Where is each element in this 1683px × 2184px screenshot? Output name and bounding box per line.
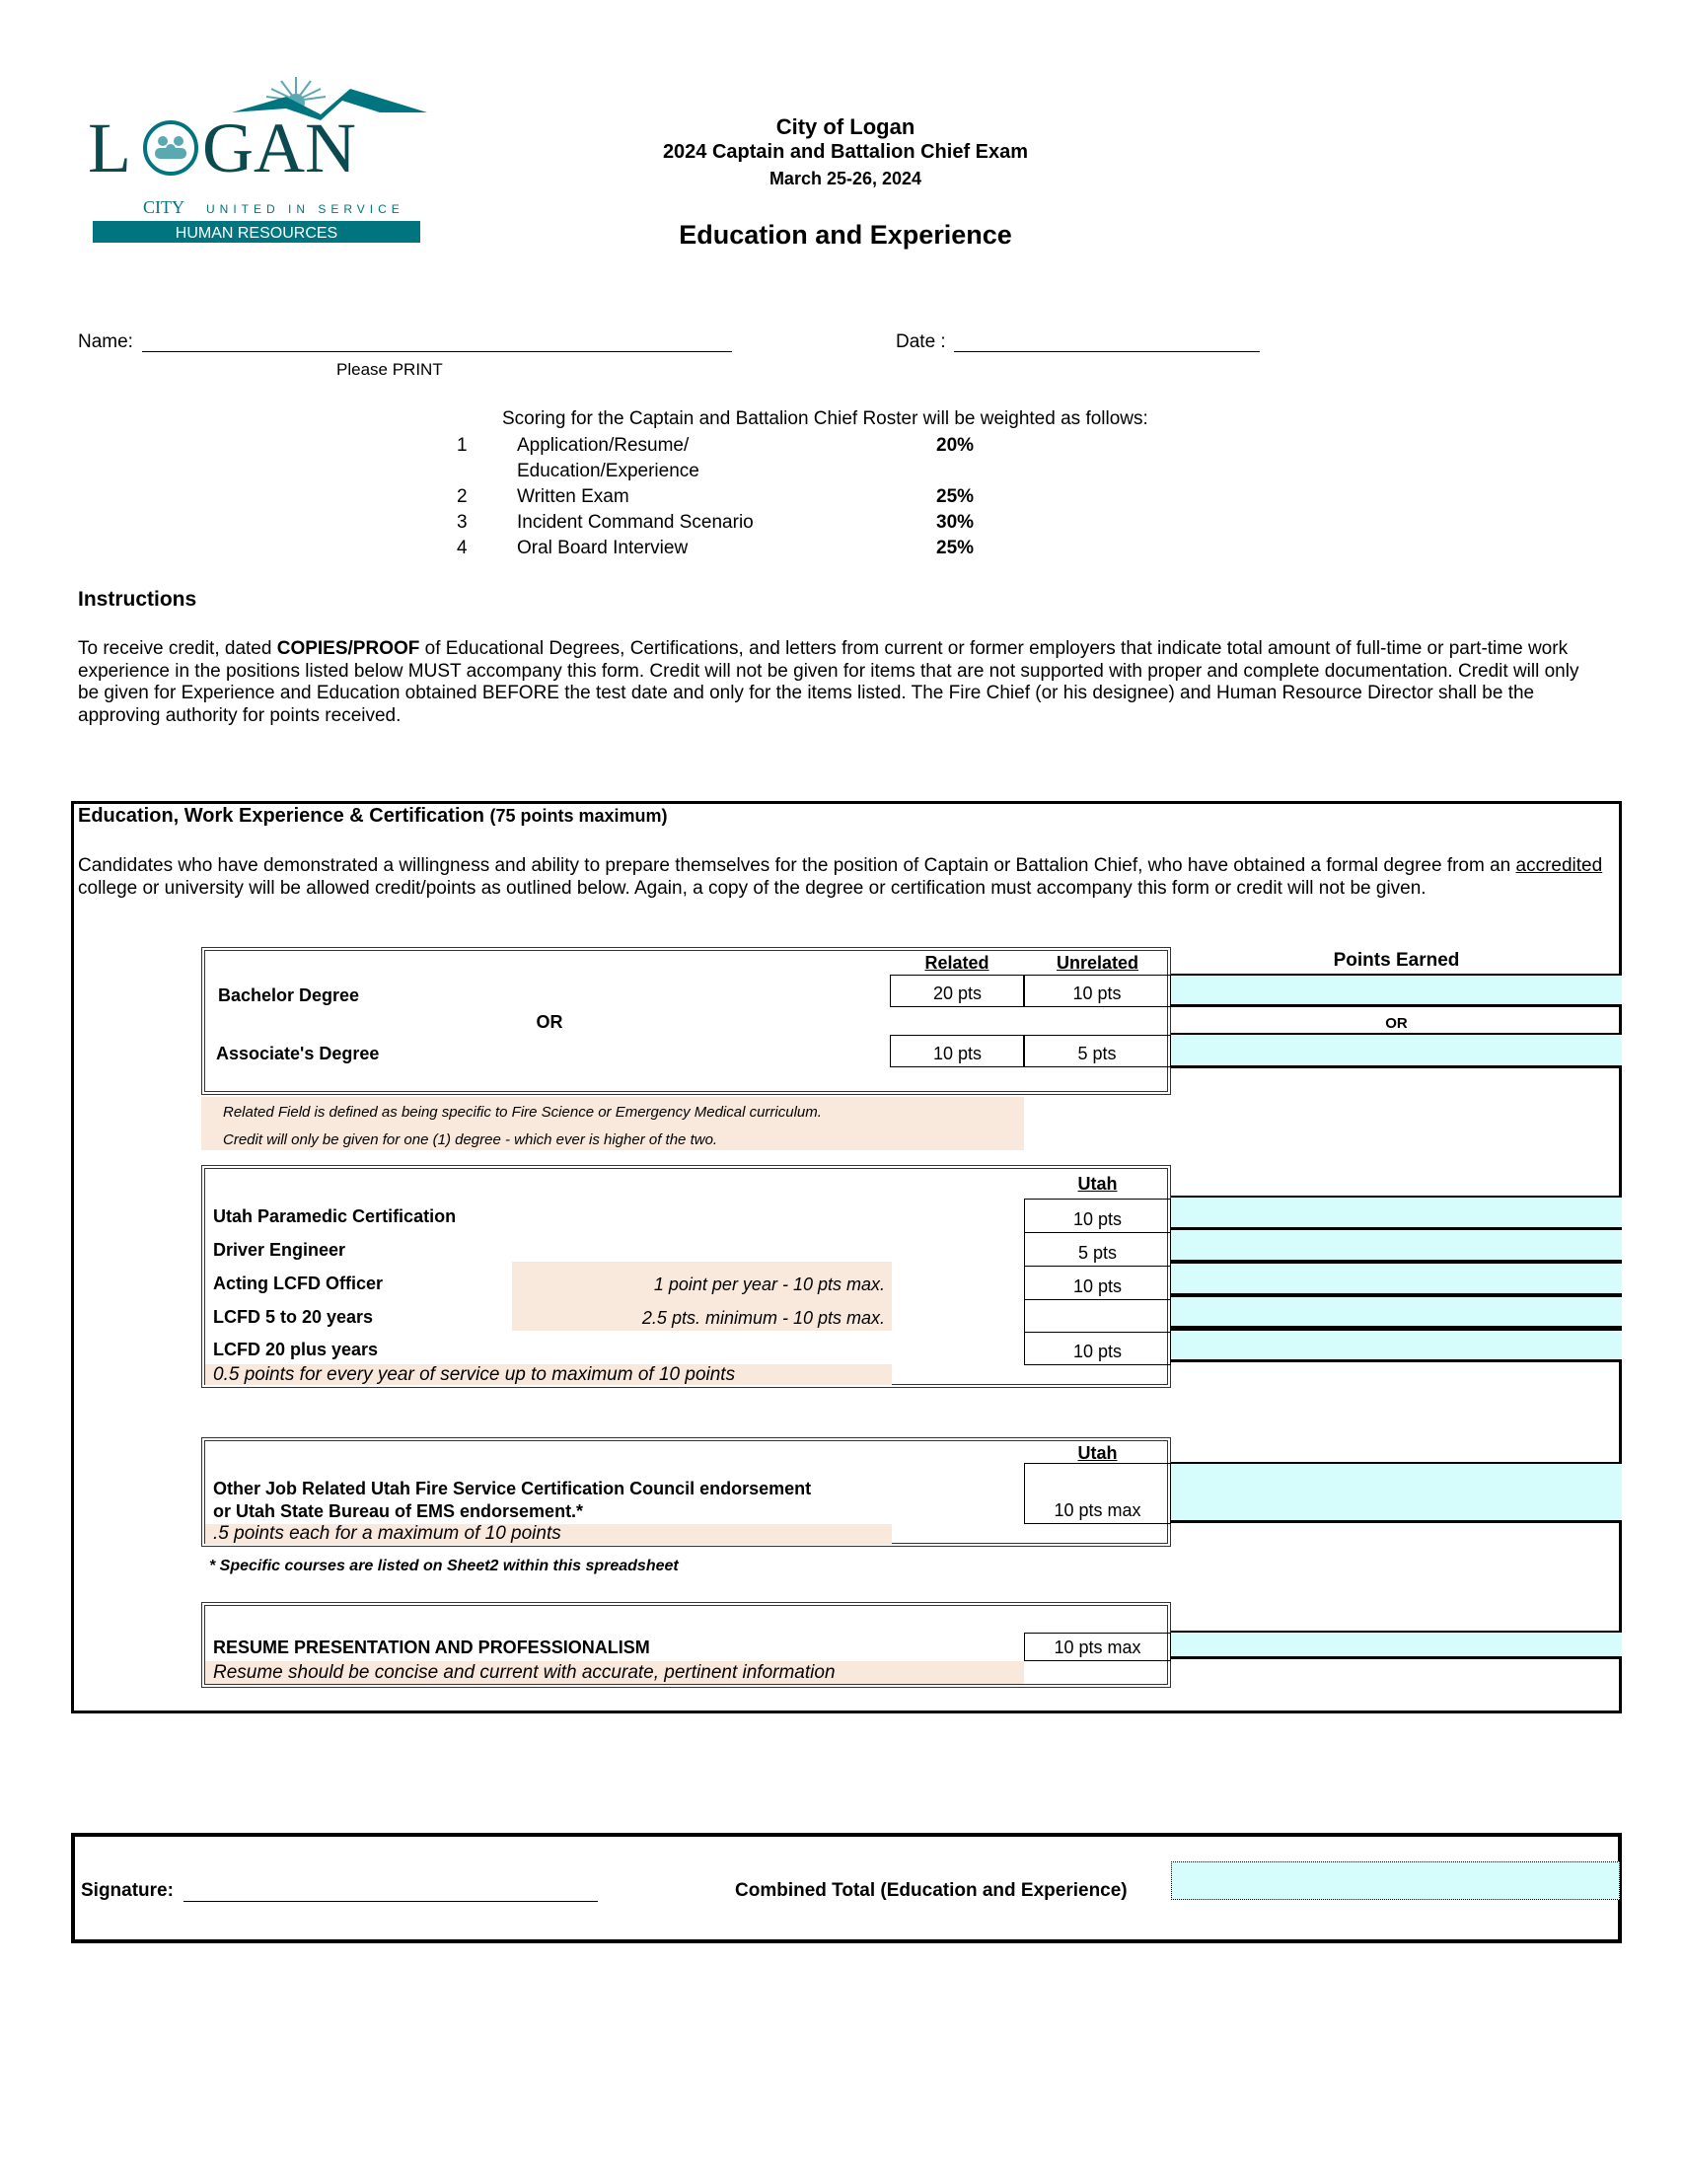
date-label: Date : bbox=[896, 331, 946, 352]
svg-text:HUMAN RESOURCES: HUMAN RESOURCES bbox=[175, 225, 338, 242]
bachelor-label: Bachelor Degree bbox=[218, 985, 360, 1005]
signature-field[interactable] bbox=[183, 1880, 598, 1902]
exam-name: 2024 Captain and Battalion Chief Exam bbox=[662, 141, 1029, 163]
section-title: Education, Work Experience & Certification (75 points maximum) bbox=[78, 805, 668, 827]
org-name: City of Logan bbox=[775, 114, 915, 139]
name-field[interactable] bbox=[142, 331, 732, 352]
other-cert-points-input[interactable] bbox=[1171, 1462, 1622, 1523]
scoring-intro: Scoring for the Captain and Battalion Chief Roster will be weighted as follows: bbox=[502, 408, 1148, 429]
driver-engineer-points-input[interactable] bbox=[1171, 1228, 1622, 1263]
logo-mountain-sun-icon bbox=[84, 75, 429, 243]
svg-text:CITY: CITY bbox=[143, 197, 184, 217]
exam-dates: March 25-26, 2024 bbox=[768, 169, 922, 188]
logo-letter-l: L bbox=[88, 109, 131, 187]
logo-letters-gan: GAN bbox=[202, 109, 356, 187]
associate-points-input[interactable] bbox=[1171, 1033, 1622, 1068]
logo bbox=[84, 75, 429, 243]
resume-points-input[interactable] bbox=[1171, 1631, 1622, 1659]
instructions-text: To receive credit, dated COPIES/PROOF of Educational Degrees, Certifications, and letters from current or former employers that indicate total amount of full-time or part-time work experience in the positions listed below MUST accompany this form. Credit will not be given for items that are not supported with proper and complete documentation. Credit will only be given for Experience and Education obtained BEFORE the test date and only for the items listed. The Fire Chief (or his designee) and Human Resource Director shall be the approving authority for points received. bbox=[78, 638, 1579, 726]
section-description: Candidates who have demonstrated a willingness and ability to prepare themselves for the position of Captain or Battalion Chief, who have obtained a formal degree from an accredited college or university will be allowed credit/points as outlined below. Again, a copy of the degree or certification must accompany this form or credit will not be given. bbox=[78, 855, 1603, 899]
bachelor-points-input[interactable] bbox=[1171, 974, 1622, 1007]
svg-text:UNITED IN SERVICE: UNITED IN SERVICE bbox=[206, 202, 404, 216]
associate-label: Associate's Degree bbox=[216, 1044, 380, 1063]
date-field[interactable] bbox=[954, 331, 1260, 352]
points-earned-header: Points Earned bbox=[1333, 950, 1460, 971]
lcfd-20-plus-points-input[interactable] bbox=[1171, 1329, 1622, 1362]
lcfd-5-20-points-input[interactable] bbox=[1171, 1295, 1622, 1329]
instructions-heading: Instructions bbox=[78, 588, 197, 611]
page-title: Education and Experience bbox=[679, 220, 1012, 250]
signature-label: Signature: bbox=[81, 1880, 174, 1901]
combined-total-label: Combined Total (Education and Experience) bbox=[735, 1880, 1128, 1901]
print-hint: Please PRINT bbox=[336, 360, 443, 379]
paramedic-points-input[interactable] bbox=[1171, 1196, 1622, 1230]
combined-total-input[interactable] bbox=[1171, 1861, 1620, 1900]
name-label: Name: bbox=[78, 331, 133, 352]
footnote: * Specific courses are listed on Sheet2 within this spreadsheet bbox=[209, 1558, 679, 1574]
acting-officer-points-input[interactable] bbox=[1171, 1262, 1622, 1296]
